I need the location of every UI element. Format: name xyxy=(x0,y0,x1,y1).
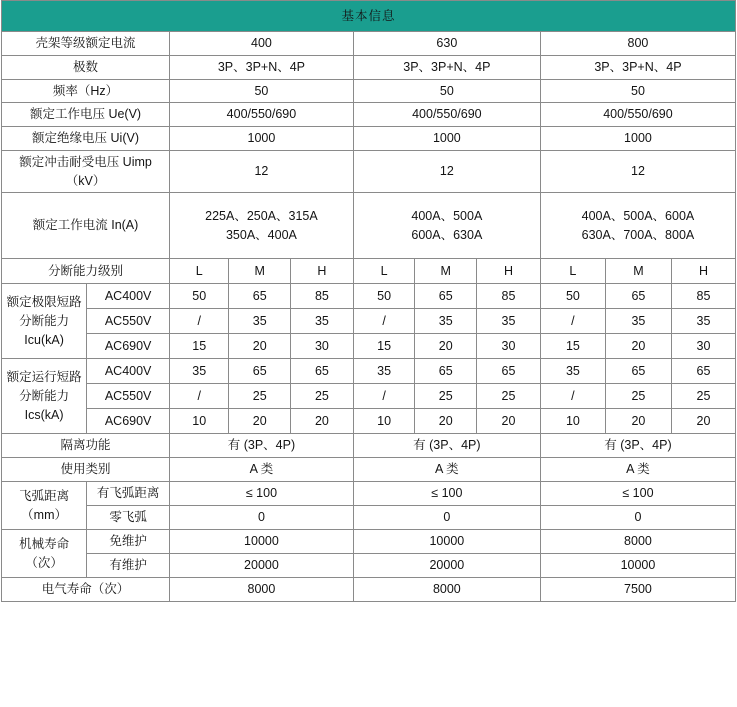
icu-sub-label-ac400v: AC400V xyxy=(87,284,170,309)
cell-in-800 xyxy=(540,193,735,259)
row-label-category: 使用类别 xyxy=(2,458,170,482)
row-label-breaking-grade: 分断能力级别 xyxy=(2,259,170,284)
ics-ac550v-400-H: 25 xyxy=(291,384,354,409)
icu-sub-label-ac550v: AC550V xyxy=(87,309,170,334)
ics-ac690v-800-H: 20 xyxy=(672,409,736,434)
cell-ui-400: 1000 xyxy=(170,127,354,151)
icu-ac400v-400-H: 85 xyxy=(291,284,354,309)
grade-630-M: M xyxy=(415,259,477,284)
icu-ac550v-400-H: 35 xyxy=(291,309,354,334)
icu-ac550v-400-M: 35 xyxy=(229,309,291,334)
icu-ac550v-630-M: 35 xyxy=(415,309,477,334)
row-label-frequency: 频率（Hz） xyxy=(2,79,170,103)
cell-in-800-line1: 400A、500A、600A xyxy=(581,209,695,223)
table-row xyxy=(2,506,736,530)
cell-frequency-630: 50 xyxy=(353,79,540,103)
row-label-in: 额定工作电流 In(A) xyxy=(2,193,170,259)
cell-mech-free-800: 8000 xyxy=(540,530,735,554)
cell-mech-maint-400: 20000 xyxy=(170,554,354,578)
ics-ac690v-630-M: 20 xyxy=(415,409,477,434)
table-row xyxy=(2,79,736,103)
icu-ac400v-800-M: 65 xyxy=(605,284,671,309)
cell-uimp-630: 12 xyxy=(353,150,540,193)
arc-sub-label-with: 有飞弧距离 xyxy=(87,482,170,506)
cell-category-800: A 类 xyxy=(540,458,735,482)
ics-ac400v-630-M: 65 xyxy=(415,359,477,384)
row-label-uimp: 额定冲击耐受电压 Uimp（kV） xyxy=(2,150,170,193)
cell-elec-life-400: 8000 xyxy=(170,578,354,602)
cell-in-630 xyxy=(353,193,540,259)
cell-category-400: A 类 xyxy=(170,458,354,482)
ics-ac400v-800-L: 35 xyxy=(540,359,605,384)
row-label-ics: 额定运行短路分断能力 Ics(kA) xyxy=(2,359,87,434)
grade-400-M: M xyxy=(229,259,291,284)
table-row xyxy=(2,554,736,578)
cell-uimp-400: 12 xyxy=(170,150,354,193)
icu-ac690v-630-L: 15 xyxy=(353,334,415,359)
grade-800-L: L xyxy=(540,259,605,284)
row-label-isolation: 隔离功能 xyxy=(2,434,170,458)
table-row xyxy=(2,434,736,458)
table-row xyxy=(2,259,736,284)
table-title-row xyxy=(2,1,736,32)
ics-ac690v-800-L: 10 xyxy=(540,409,605,434)
ics-sub-label-ac550v: AC550V xyxy=(87,384,170,409)
cell-ue-800: 400/550/690 xyxy=(540,103,735,127)
table-row xyxy=(2,103,736,127)
cell-isolation-400: 有 (3P、4P) xyxy=(170,434,354,458)
cell-in-800-line2: 630A、700A、800A xyxy=(581,227,695,242)
cell-elec-life-630: 8000 xyxy=(353,578,540,602)
cell-poles-400: 3P、3P+N、4P xyxy=(170,55,354,79)
row-label-arc-distance: 飞弧距离（mm） xyxy=(2,482,87,530)
row-label-mech-life: 机械寿命（次） xyxy=(2,530,87,578)
ics-ac690v-630-L: 10 xyxy=(353,409,415,434)
cell-arc-zero-630: 0 xyxy=(353,506,540,530)
ics-ac400v-400-H: 65 xyxy=(291,359,354,384)
arc-sub-label-zero: 零飞弧 xyxy=(87,506,170,530)
icu-ac550v-630-L: / xyxy=(353,309,415,334)
ics-ac400v-630-H: 65 xyxy=(477,359,541,384)
row-label-frame-rating: 壳架等级额定电流 xyxy=(2,32,170,56)
ics-ac400v-400-L: 35 xyxy=(170,359,229,384)
grade-630-H: H xyxy=(477,259,541,284)
grade-400-L: L xyxy=(170,259,229,284)
icu-ac550v-630-H: 35 xyxy=(477,309,541,334)
ics-sub-label-ac690v: AC690V xyxy=(87,409,170,434)
row-label-icu: 额定极限短路分断能力 Icu(kA) xyxy=(2,284,87,359)
cell-in-400-line2: 350A、400A xyxy=(225,227,297,242)
row-label-elec-life: 电气寿命（次） xyxy=(2,578,170,602)
ics-ac690v-400-H: 20 xyxy=(291,409,354,434)
table-row xyxy=(2,309,736,334)
table-row xyxy=(2,530,736,554)
ics-ac550v-800-M: 25 xyxy=(605,384,671,409)
icu-ac550v-400-L: / xyxy=(170,309,229,334)
ics-ac550v-800-H: 25 xyxy=(672,384,736,409)
icu-ac400v-400-L: 50 xyxy=(170,284,229,309)
cell-arc-zero-400: 0 xyxy=(170,506,354,530)
table-row xyxy=(2,409,736,434)
grade-800-M: M xyxy=(605,259,671,284)
grade-400-H: H xyxy=(291,259,354,284)
ics-ac400v-800-H: 65 xyxy=(672,359,736,384)
cell-frame-rating-400: 400 xyxy=(170,32,354,56)
icu-ac550v-800-H: 35 xyxy=(672,309,736,334)
mech-sub-label-maintenance-free: 免维护 xyxy=(87,530,170,554)
table-row xyxy=(2,334,736,359)
cell-poles-630: 3P、3P+N、4P xyxy=(353,55,540,79)
icu-ac690v-800-L: 15 xyxy=(540,334,605,359)
ics-ac550v-400-L: / xyxy=(170,384,229,409)
cell-frame-rating-800: 800 xyxy=(540,32,735,56)
icu-ac400v-630-H: 85 xyxy=(477,284,541,309)
table-row xyxy=(2,193,736,259)
cell-frame-rating-630: 630 xyxy=(353,32,540,56)
cell-ue-630: 400/550/690 xyxy=(353,103,540,127)
cell-mech-maint-800: 10000 xyxy=(540,554,735,578)
row-label-ue: 额定工作电压 Ue(V) xyxy=(2,103,170,127)
icu-ac690v-400-H: 30 xyxy=(291,334,354,359)
grade-630-L: L xyxy=(353,259,415,284)
ics-ac690v-630-H: 20 xyxy=(477,409,541,434)
table-row xyxy=(2,359,736,384)
ics-ac550v-400-M: 25 xyxy=(229,384,291,409)
cell-in-400-line1: 225A、250A、315A xyxy=(205,209,318,223)
cell-arc-with-800: ≤ 100 xyxy=(540,482,735,506)
ics-ac550v-630-L: / xyxy=(353,384,415,409)
cell-ui-800: 1000 xyxy=(540,127,735,151)
mech-sub-label-with-maintenance: 有维护 xyxy=(87,554,170,578)
cell-in-400 xyxy=(170,193,354,259)
ics-ac550v-800-L: / xyxy=(540,384,605,409)
cell-in-630-line1: 400A、500A xyxy=(411,209,483,223)
ics-ac400v-800-M: 65 xyxy=(605,359,671,384)
cell-isolation-800: 有 (3P、4P) xyxy=(540,434,735,458)
cell-poles-800: 3P、3P+N、4P xyxy=(540,55,735,79)
ics-ac400v-630-L: 35 xyxy=(353,359,415,384)
cell-frequency-400: 50 xyxy=(170,79,354,103)
icu-ac550v-800-L: / xyxy=(540,309,605,334)
icu-ac690v-400-M: 20 xyxy=(229,334,291,359)
ics-ac690v-400-L: 10 xyxy=(170,409,229,434)
cell-arc-with-400: ≤ 100 xyxy=(170,482,354,506)
icu-ac400v-800-L: 50 xyxy=(540,284,605,309)
grade-800-H: H xyxy=(672,259,736,284)
icu-ac690v-630-H: 30 xyxy=(477,334,541,359)
cell-isolation-630: 有 (3P、4P) xyxy=(353,434,540,458)
ics-ac550v-630-H: 25 xyxy=(477,384,541,409)
ics-ac550v-630-M: 25 xyxy=(415,384,477,409)
cell-frequency-800: 50 xyxy=(540,79,735,103)
ics-ac690v-400-M: 20 xyxy=(229,409,291,434)
cell-ui-630: 1000 xyxy=(353,127,540,151)
page-title: 基本信息 xyxy=(2,1,736,32)
icu-sub-label-ac690v: AC690V xyxy=(87,334,170,359)
table-row xyxy=(2,458,736,482)
table-row xyxy=(2,127,736,151)
icu-ac690v-630-M: 20 xyxy=(415,334,477,359)
cell-category-630: A 类 xyxy=(353,458,540,482)
table-row xyxy=(2,384,736,409)
cell-elec-life-800: 7500 xyxy=(540,578,735,602)
icu-ac690v-800-H: 30 xyxy=(672,334,736,359)
icu-ac400v-630-M: 65 xyxy=(415,284,477,309)
specification-table xyxy=(1,0,736,602)
cell-uimp-800: 12 xyxy=(540,150,735,193)
cell-ue-400: 400/550/690 xyxy=(170,103,354,127)
icu-ac550v-800-M: 35 xyxy=(605,309,671,334)
icu-ac400v-630-L: 50 xyxy=(353,284,415,309)
icu-ac400v-400-M: 65 xyxy=(229,284,291,309)
table-row xyxy=(2,482,736,506)
cell-arc-with-630: ≤ 100 xyxy=(353,482,540,506)
cell-mech-maint-630: 20000 xyxy=(353,554,540,578)
icu-ac690v-800-M: 20 xyxy=(605,334,671,359)
cell-arc-zero-800: 0 xyxy=(540,506,735,530)
icu-ac690v-400-L: 15 xyxy=(170,334,229,359)
ics-ac400v-400-M: 65 xyxy=(229,359,291,384)
table-row xyxy=(2,32,736,56)
row-label-poles: 极数 xyxy=(2,55,170,79)
ics-sub-label-ac400v: AC400V xyxy=(87,359,170,384)
table-row xyxy=(2,578,736,602)
cell-in-630-line2: 600A、630A xyxy=(411,227,483,242)
table-row xyxy=(2,150,736,193)
row-label-ui: 额定绝缘电压 Ui(V) xyxy=(2,127,170,151)
table-row xyxy=(2,55,736,79)
table-row xyxy=(2,284,736,309)
cell-mech-free-630: 10000 xyxy=(353,530,540,554)
ics-ac690v-800-M: 20 xyxy=(605,409,671,434)
cell-mech-free-400: 10000 xyxy=(170,530,354,554)
icu-ac400v-800-H: 85 xyxy=(672,284,736,309)
